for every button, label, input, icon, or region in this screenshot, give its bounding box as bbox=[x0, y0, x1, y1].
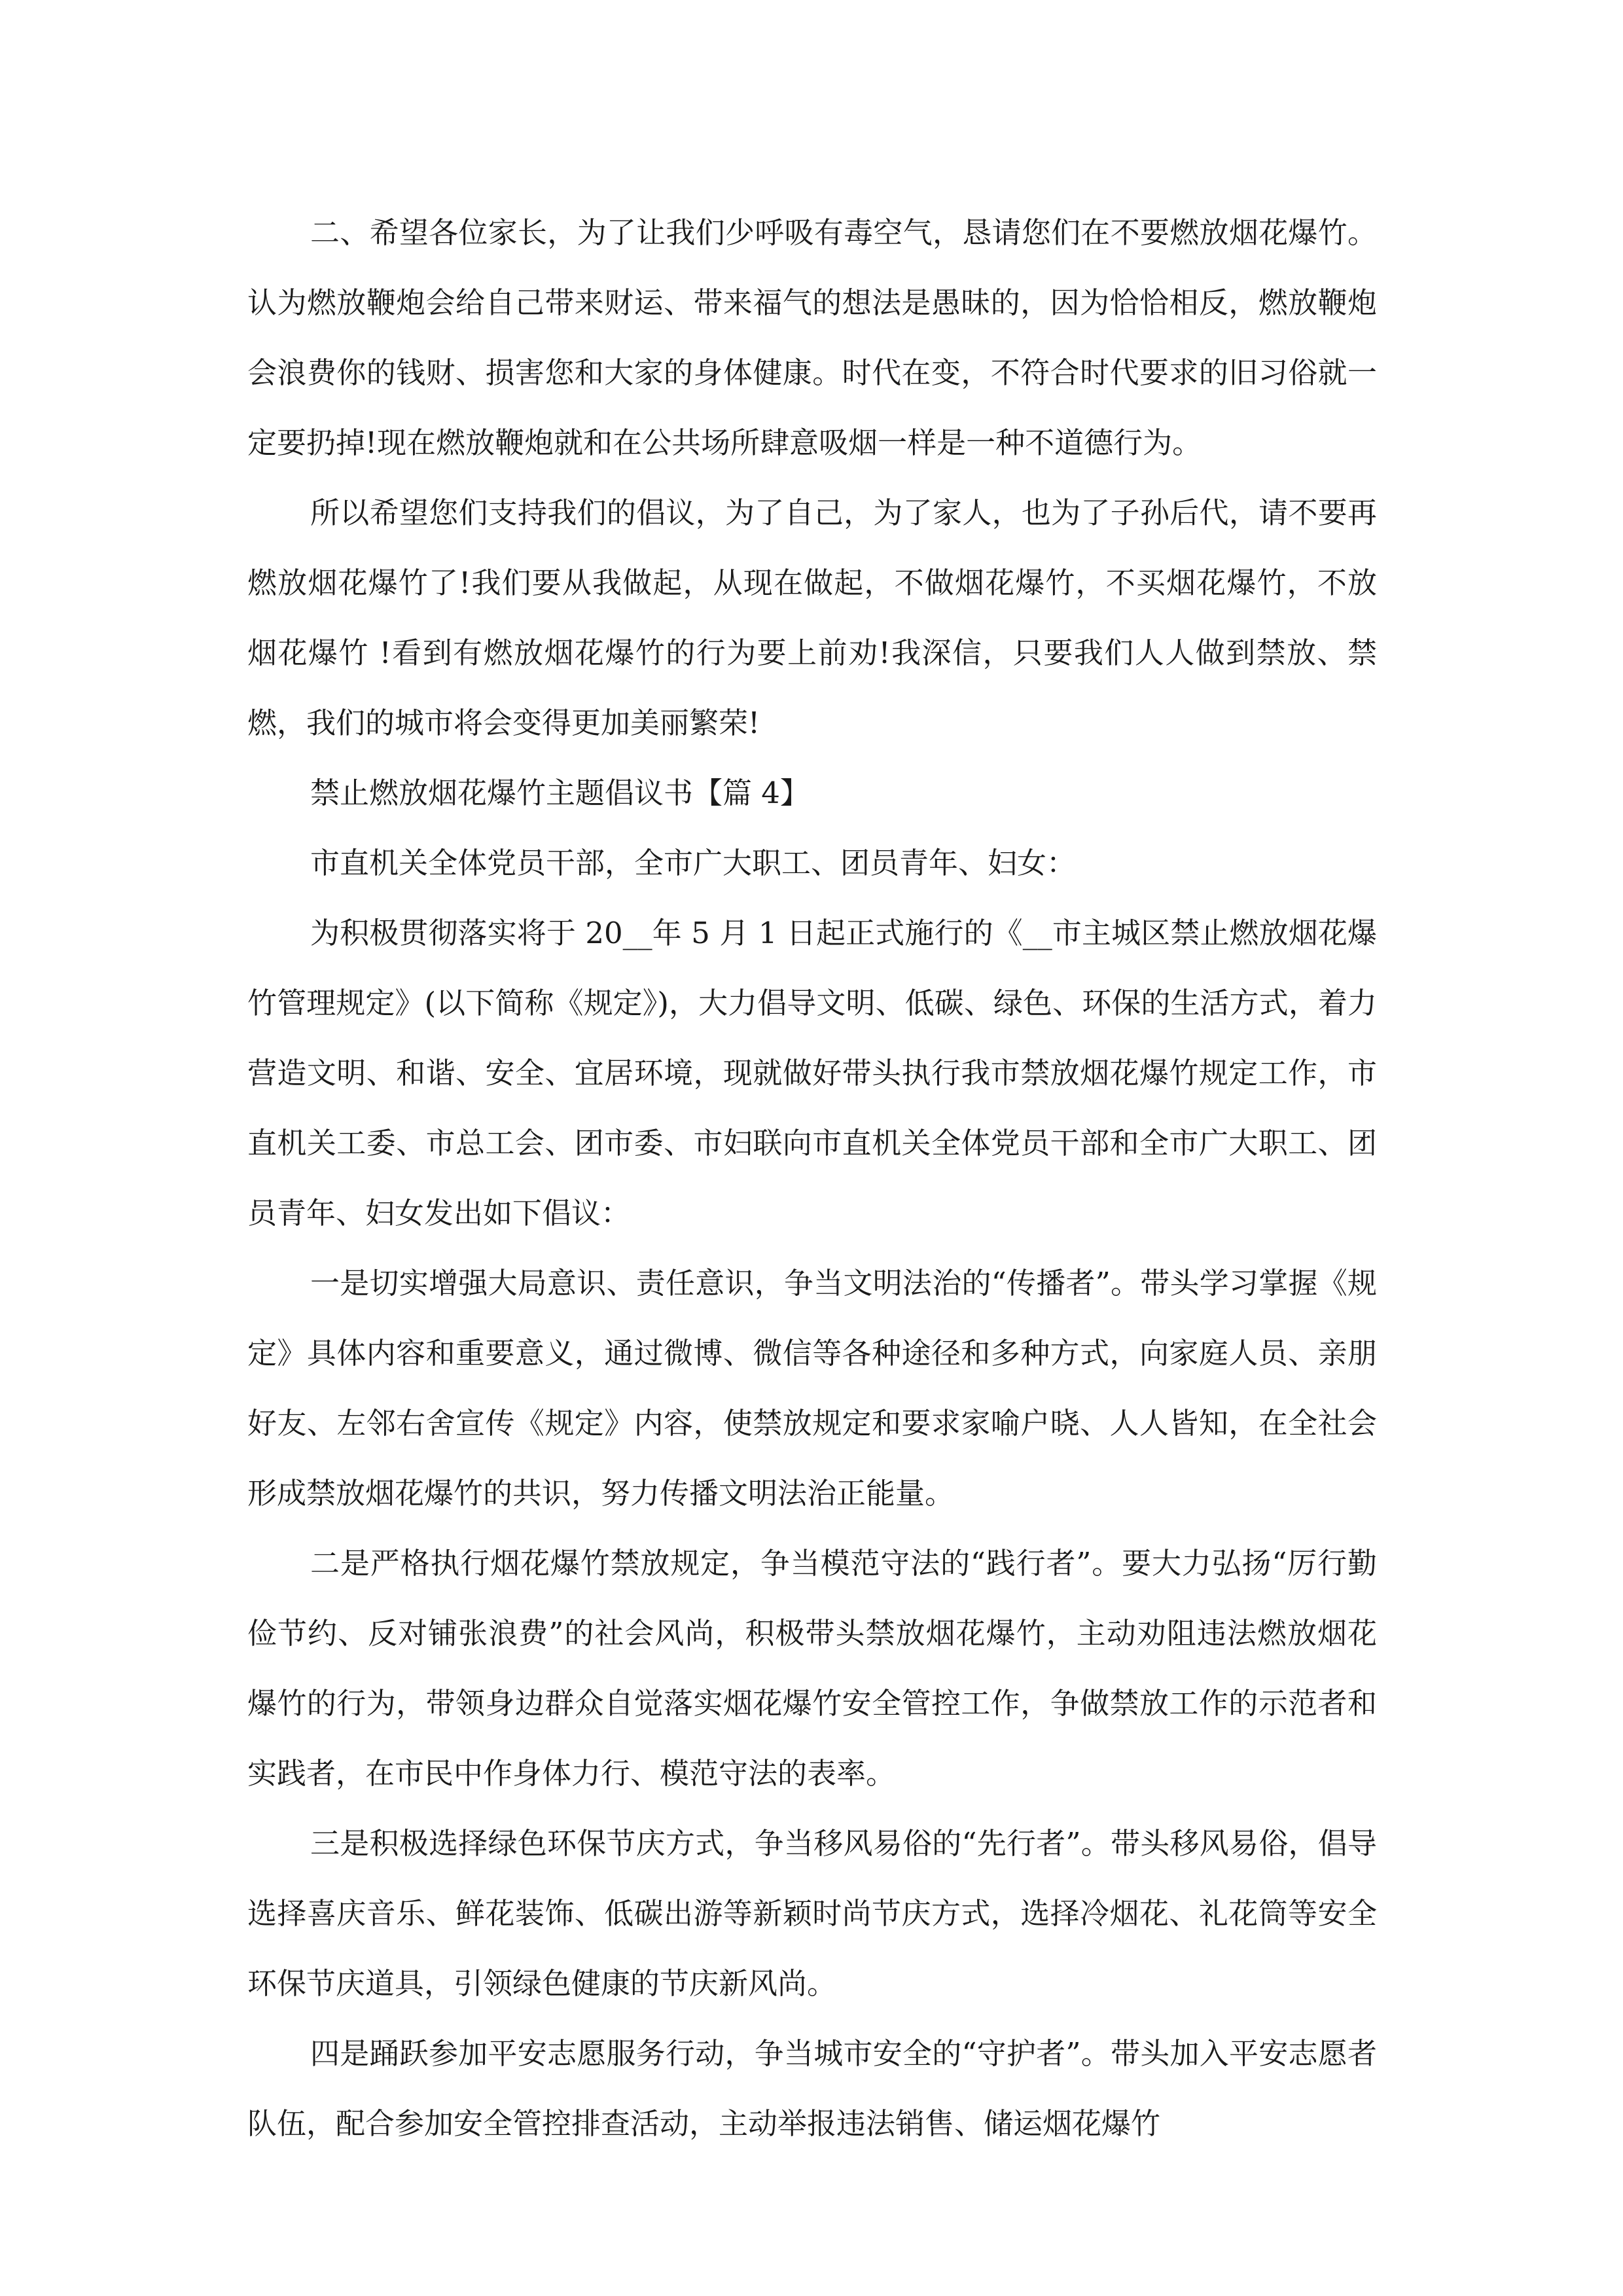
salutation: 市直机关全体党员干部，全市广大职工、团员青年、妇女： bbox=[310, 846, 1077, 880]
section-heading: 禁止燃放烟花爆竹主题倡议书【篇 4】 bbox=[310, 776, 810, 810]
paragraph-point-two: 二是严格执行烟花爆竹禁放规定，争当模范守法的“践行者”。要大力弘扬“厉行勤俭节约、反对铺张浪费”的社会风尚，积极带头禁放烟花爆竹，主动劝阻违法燃放烟花爆竹的行为，带领身边群众自觉落实烟花爆竹安全管控工作，争做禁放工作的示范者和实践者，在市民中作身体力行、模范守法的表率。 bbox=[247, 1546, 1377, 1791]
paragraph-point-four: 四是踊跃参加平安志愿服务行动，争当城市安全的“守护者”。带头加入平安志愿者队伍，配合参加安全管控排查活动，主动举报违法销售、储运烟花爆竹 bbox=[247, 2036, 1377, 2141]
paragraph-point-one: 一是切实增强大局意识、责任意识，争当文明法治的“传播者”。带头学习掌握《规定》具体内容和重要意义，通过微博、微信等各种途径和多种方式，向家庭人员、亲朋好友、左邻右舍宣传《规定》内容，使禁放规定和要求家喻户晓、人人皆知，在全社会形成禁放烟花爆竹的共识，努力传播文明法治正能量。 bbox=[247, 1266, 1377, 1511]
paragraph-support-initiative: 所以希望您们支持我们的倡议，为了自己，为了家人，也为了子孙后代，请不要再燃放烟花爆竹了!我们要从我做起，从现在做起，不做烟花爆竹，不买烟花爆竹，不放烟花爆竹 !看到有燃放烟花爆竹的行为要上前劝!我深信，只要我们人人做到禁放、禁燃，我们的城市将会变得更加美丽繁荣! bbox=[247, 495, 1377, 740]
document-body bbox=[247, 198, 1377, 2159]
paragraph-appeal-parents: 二、希望各位家长，为了让我们少呼吸有毒空气，恳请您们在不要燃放烟花爆竹。认为燃放鞭炮会给自己带来财运、带来福气的想法是愚昧的，因为恰恰相反，燃放鞭炮会浪费你的钱财、损害您和大家的身体健康。时代在变，不符合时代要求的旧习俗就一定要扔掉!现在燃放鞭炮就和在公共场所肆意吸烟一样是一种不道德行为。 bbox=[247, 215, 1377, 460]
paragraph-point-three: 三是积极选择绿色环保节庆方式，争当移风易俗的“先行者”。带头移风易俗，倡导选择喜庆音乐、鲜花装饰、低碳出游等新颖时尚节庆方式，选择冷烟花、礼花筒等安全环保节庆道具，引领绿色健康的节庆新风尚。 bbox=[247, 1826, 1377, 2001]
paragraph-introduction: 为积极贯彻落实将于 20__年 5 月 1 日起正式施行的《__市主城区禁止燃放烟花爆竹管理规定》(以下简称《规定》)，大力倡导文明、低碳、绿色、环保的生活方式，着力营造文明、和谐、安全、宜居环境，现就做好带头执行我市禁放烟花爆竹规定工作，市直机关工委、市总工会、团市委、市妇联向市直机关全体党员干部和全市广大职工、团员青年、妇女发出如下倡议： bbox=[247, 916, 1377, 1230]
